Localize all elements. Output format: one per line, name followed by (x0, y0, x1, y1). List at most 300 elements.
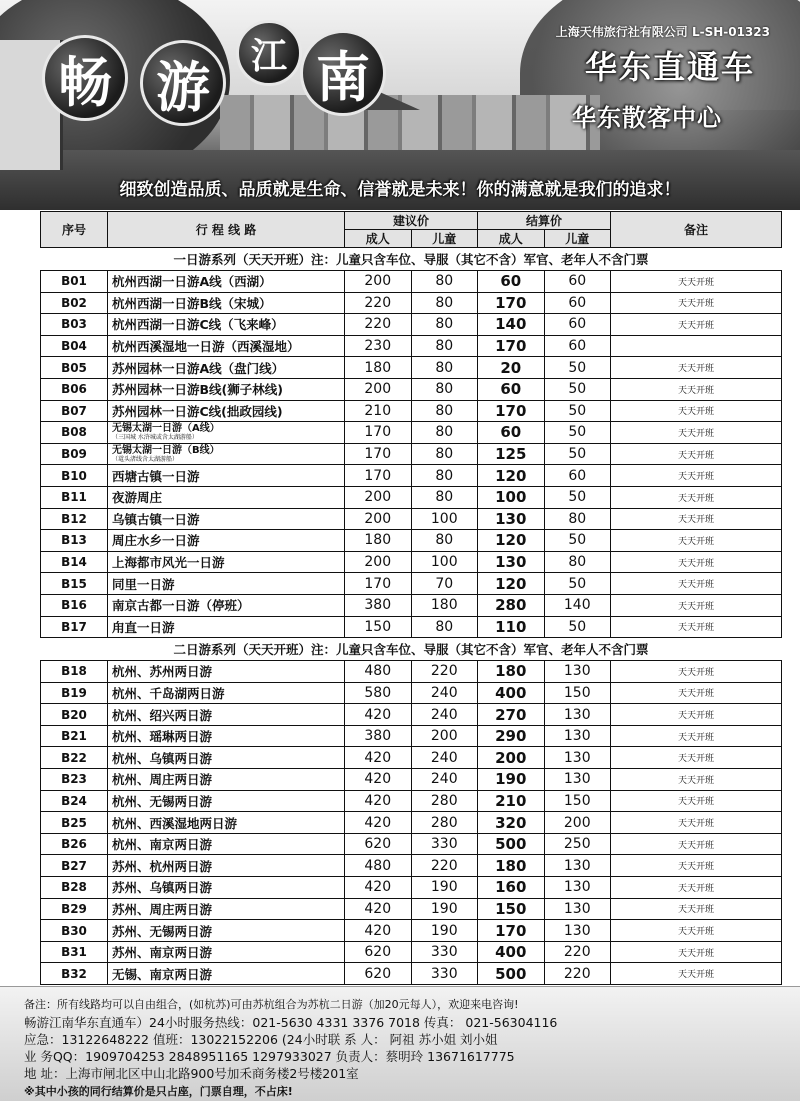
note-cell: 天天开班 (611, 422, 782, 444)
suggested-adult-price: 170 (345, 465, 412, 487)
settlement-child-price: 50 (544, 422, 611, 444)
settlement-child-price: 50 (544, 443, 611, 465)
route-code: B25 (41, 812, 108, 834)
table-row (41, 898, 782, 920)
price-table-container (40, 211, 782, 985)
table-row (41, 616, 782, 638)
settlement-child-price: 50 (544, 357, 611, 379)
settlement-adult-price: 120 (478, 465, 545, 487)
suggested-child-price: 80 (411, 314, 478, 336)
route-name-text: 乌镇古镇一日游 (112, 511, 200, 527)
route-name (108, 594, 345, 616)
table-row (41, 486, 782, 508)
route-name-text: 杭州西湖一日游B线（宋城） (112, 295, 272, 311)
company-name: 上海天伟旅行社有限公司 L-SH-01323 (555, 25, 770, 39)
suggested-adult-price: 420 (345, 747, 412, 769)
route-code: B11 (41, 486, 108, 508)
settlement-child-price: 60 (544, 292, 611, 314)
subtitle: 华东散客中心 (572, 104, 722, 132)
footer-remark: 备注：所有线路均可以自由组合，(如杭苏)可由苏杭组合为苏杭二日游（加20元每人），欢迎来电咨询! (24, 998, 519, 1011)
suggested-child-price: 330 (411, 963, 478, 985)
route-name (108, 682, 345, 704)
settlement-adult-price: 170 (478, 920, 545, 942)
settlement-child-price: 200 (544, 812, 611, 834)
settlement-child-price: 50 (544, 530, 611, 552)
route-code: B30 (41, 920, 108, 942)
settlement-adult-price: 170 (478, 292, 545, 314)
col-route-header: 行 程 线 路 (108, 212, 345, 248)
route-code: B09 (41, 443, 108, 465)
suggested-child-price: 240 (411, 682, 478, 704)
table-row (41, 920, 782, 942)
suggested-child-price: 80 (411, 292, 478, 314)
note-cell (611, 335, 782, 357)
route-code: B27 (41, 855, 108, 877)
settlement-adult-price: 200 (478, 747, 545, 769)
route-code: B24 (41, 790, 108, 812)
table-row (41, 833, 782, 855)
route-name (108, 898, 345, 920)
settlement-child-price: 130 (544, 725, 611, 747)
settlement-adult-price: 130 (478, 551, 545, 573)
settlement-adult-price: 280 (478, 594, 545, 616)
settlement-adult-price: 60 (478, 378, 545, 400)
note-cell: 天天开班 (611, 400, 782, 422)
col-suggested-adult: 成人 (345, 230, 412, 248)
route-name-text: 杭州西湖一日游C线（飞来峰） (112, 317, 284, 333)
table-row (41, 661, 782, 683)
settlement-adult-price: 500 (478, 963, 545, 985)
note-cell: 天天开班 (611, 551, 782, 573)
suggested-adult-price: 620 (345, 963, 412, 985)
suggested-child-price: 330 (411, 941, 478, 963)
route-name-text: 杭州西湖一日游A线（西湖） (112, 274, 272, 290)
route-code: B20 (41, 704, 108, 726)
route-name-text: 上海都市风光一日游 (112, 555, 225, 571)
route-name-text: 苏州、南京两日游 (112, 945, 213, 961)
table-row (41, 877, 782, 899)
table-row (41, 855, 782, 877)
settlement-child-price: 50 (544, 616, 611, 638)
route-name-text: 杭州、绍兴两日游 (112, 707, 213, 723)
suggested-child-price: 200 (411, 725, 478, 747)
table-row (41, 790, 782, 812)
suggested-child-price: 100 (411, 508, 478, 530)
settlement-child-price: 80 (544, 508, 611, 530)
settlement-child-price: 50 (544, 378, 611, 400)
note-cell: 天天开班 (611, 812, 782, 834)
suggested-child-price: 80 (411, 271, 478, 293)
suggested-child-price: 80 (411, 465, 478, 487)
settlement-child-price: 140 (544, 594, 611, 616)
settlement-adult-price: 170 (478, 400, 545, 422)
note-cell: 天天开班 (611, 747, 782, 769)
suggested-child-price: 190 (411, 898, 478, 920)
suggested-child-price: 240 (411, 747, 478, 769)
settlement-child-price: 150 (544, 790, 611, 812)
suggested-adult-price: 420 (345, 790, 412, 812)
col-settlement-adult: 成人 (478, 230, 545, 248)
route-code: B13 (41, 530, 108, 552)
route-code: B05 (41, 357, 108, 379)
price-table-body (41, 248, 782, 985)
settlement-adult-price: 500 (478, 833, 545, 855)
suggested-adult-price: 420 (345, 704, 412, 726)
route-code: B14 (41, 551, 108, 573)
suggested-child-price: 280 (411, 812, 478, 834)
route-name (108, 551, 345, 573)
title-char-4: 南 (300, 30, 386, 116)
footer-qq: 业 务QQ：1909704253 2848951165 1297933027 负责人：蔡明玲 13671617775 (24, 1049, 515, 1064)
settlement-adult-price: 160 (478, 877, 545, 899)
route-name-text: 苏州园林一日游B线(狮子林线) (112, 382, 283, 398)
suggested-child-price: 80 (411, 357, 478, 379)
footer-hotline: 畅游江南华东直通车）24小时服务热线：021-5630 4331 3376 7018 传真： 021-56304116 (24, 1015, 558, 1030)
note-cell: 天天开班 (611, 833, 782, 855)
suggested-adult-price: 180 (345, 357, 412, 379)
suggested-adult-price: 420 (345, 898, 412, 920)
route-name-text: 杭州西溪湿地一日游（西溪湿地） (112, 339, 300, 355)
suggested-adult-price: 150 (345, 616, 412, 638)
route-name (108, 941, 345, 963)
settlement-child-price: 60 (544, 271, 611, 293)
route-name-text: 同里一日游 (112, 576, 175, 592)
route-name (108, 486, 345, 508)
route-name (108, 877, 345, 899)
suggested-child-price: 240 (411, 769, 478, 791)
note-cell: 天天开班 (611, 920, 782, 942)
suggested-adult-price: 620 (345, 833, 412, 855)
route-code: B02 (41, 292, 108, 314)
suggested-adult-price: 620 (345, 941, 412, 963)
col-settlement-child: 儿童 (544, 230, 611, 248)
settlement-adult-price: 320 (478, 812, 545, 834)
suggested-child-price: 80 (411, 530, 478, 552)
settlement-child-price: 130 (544, 877, 611, 899)
table-row (41, 314, 782, 336)
route-name (108, 661, 345, 683)
route-code: B10 (41, 465, 108, 487)
route-name (108, 725, 345, 747)
water-town-houses-image (220, 95, 600, 150)
suggested-adult-price: 170 (345, 443, 412, 465)
suggested-child-price: 100 (411, 551, 478, 573)
route-name-text: 苏州、无锡两日游 (112, 923, 213, 939)
suggested-adult-price: 170 (345, 422, 412, 444)
settlement-adult-price: 180 (478, 855, 545, 877)
suggested-adult-price: 420 (345, 920, 412, 942)
suggested-child-price: 80 (411, 443, 478, 465)
suggested-adult-price: 230 (345, 335, 412, 357)
table-row (41, 682, 782, 704)
settlement-child-price: 50 (544, 573, 611, 595)
route-code: B21 (41, 725, 108, 747)
one-day-section-title: 一日游系列（天天开班）注：儿童只含车位、导服（其它不含）军官、老年人不含门票 (41, 248, 782, 271)
route-name-text: 杭州、无锡两日游 (112, 793, 213, 809)
route-name-text: 苏州园林一日游C线(拙政园线) (112, 403, 283, 419)
col-suggested-child: 儿童 (411, 230, 478, 248)
route-name (108, 292, 345, 314)
table-row (41, 941, 782, 963)
note-cell: 天天开班 (611, 530, 782, 552)
suggested-adult-price: 220 (345, 314, 412, 336)
note-cell: 天天开班 (611, 769, 782, 791)
slogan: 细致创造品质、品质就是生命、信誉就是未来！你的满意就是我们的追求！ (119, 180, 681, 200)
table-row (41, 400, 782, 422)
table-row (41, 271, 782, 293)
settlement-adult-price: 290 (478, 725, 545, 747)
note-cell: 天天开班 (611, 594, 782, 616)
note-cell: 天天开班 (611, 465, 782, 487)
settlement-child-price: 130 (544, 855, 611, 877)
route-code: B22 (41, 747, 108, 769)
table-row (41, 292, 782, 314)
note-cell: 天天开班 (611, 616, 782, 638)
route-name (108, 812, 345, 834)
route-name-text: 苏州、杭州两日游 (112, 858, 213, 874)
route-name-text: 杭州、乌镇两日游 (112, 750, 213, 766)
table-row (41, 704, 782, 726)
route-code: B03 (41, 314, 108, 336)
note-cell: 天天开班 (611, 292, 782, 314)
route-name-text: 周庄水乡一日游 (112, 533, 200, 549)
note-cell: 天天开班 (611, 271, 782, 293)
settlement-adult-price: 125 (478, 443, 545, 465)
suggested-child-price: 80 (411, 486, 478, 508)
settlement-child-price: 220 (544, 963, 611, 985)
note-cell: 天天开班 (611, 661, 782, 683)
route-code: B18 (41, 661, 108, 683)
table-row (41, 812, 782, 834)
settlement-child-price: 60 (544, 314, 611, 336)
suggested-adult-price: 200 (345, 508, 412, 530)
route-name (108, 616, 345, 638)
settlement-child-price: 50 (544, 486, 611, 508)
route-name (108, 335, 345, 357)
settlement-child-price: 150 (544, 682, 611, 704)
route-name (108, 357, 345, 379)
settlement-child-price: 130 (544, 898, 611, 920)
settlement-adult-price: 190 (478, 769, 545, 791)
settlement-adult-price: 140 (478, 314, 545, 336)
settlement-adult-price: 400 (478, 682, 545, 704)
suggested-adult-price: 180 (345, 530, 412, 552)
note-cell: 天天开班 (611, 508, 782, 530)
suggested-child-price: 80 (411, 400, 478, 422)
route-name (108, 400, 345, 422)
table-row (41, 508, 782, 530)
settlement-child-price: 60 (544, 465, 611, 487)
note-cell: 天天开班 (611, 855, 782, 877)
route-name (108, 422, 345, 444)
route-code: B31 (41, 941, 108, 963)
settlement-child-price: 60 (544, 335, 611, 357)
note-cell: 天天开班 (611, 704, 782, 726)
settlement-adult-price: 60 (478, 271, 545, 293)
route-code: B23 (41, 769, 108, 791)
route-name-text: 南京古都一日游（停班） (112, 598, 250, 614)
settlement-adult-price: 150 (478, 898, 545, 920)
settlement-adult-price: 120 (478, 530, 545, 552)
route-sub-text: （三国城 水浒城或含太湖游船） (112, 434, 198, 442)
settlement-adult-price: 170 (478, 335, 545, 357)
note-cell: 天天开班 (611, 877, 782, 899)
route-name-text: 夜游周庄 (112, 490, 163, 506)
note-cell: 天天开班 (611, 486, 782, 508)
suggested-child-price: 180 (411, 594, 478, 616)
route-name (108, 747, 345, 769)
note-cell: 天天开班 (611, 898, 782, 920)
settlement-adult-price: 270 (478, 704, 545, 726)
note-cell: 天天开班 (611, 573, 782, 595)
settlement-child-price: 130 (544, 769, 611, 791)
route-code: B26 (41, 833, 108, 855)
route-code: B08 (41, 422, 108, 444)
route-code: B29 (41, 898, 108, 920)
route-sub-text: （鼋头渚线含太湖游船） (112, 456, 179, 464)
route-name-text: 苏州、周庄两日游 (112, 901, 213, 917)
suggested-adult-price: 380 (345, 594, 412, 616)
note-cell: 天天开班 (611, 314, 782, 336)
suggested-child-price: 80 (411, 335, 478, 357)
suggested-adult-price: 480 (345, 661, 412, 683)
route-name (108, 573, 345, 595)
route-code: B01 (41, 271, 108, 293)
table-row (41, 378, 782, 400)
settlement-adult-price: 110 (478, 616, 545, 638)
route-code: B04 (41, 335, 108, 357)
suggested-adult-price: 580 (345, 682, 412, 704)
settlement-child-price: 130 (544, 747, 611, 769)
route-name (108, 378, 345, 400)
price-table (40, 211, 782, 985)
settlement-adult-price: 120 (478, 573, 545, 595)
two-day-section-title: 二日游系列（天天开班）注：儿童只含车位、导服（其它不含）军官、老年人不含门票 (41, 638, 782, 661)
route-name-text: 西塘古镇一日游 (112, 468, 200, 484)
settlement-adult-price: 180 (478, 661, 545, 683)
suggested-child-price: 80 (411, 422, 478, 444)
one-day-section (41, 248, 782, 271)
note-cell: 天天开班 (611, 682, 782, 704)
route-name (108, 271, 345, 293)
suggested-adult-price: 420 (345, 812, 412, 834)
suggested-child-price: 240 (411, 704, 478, 726)
route-name-text: 杭州、西溪湿地两日游 (112, 815, 238, 831)
route-code: B15 (41, 573, 108, 595)
col-suggested-header: 建议价 (345, 212, 478, 230)
settlement-child-price: 250 (544, 833, 611, 855)
settlement-adult-price: 60 (478, 422, 545, 444)
route-name-text: 无锡、南京两日游 (112, 966, 213, 982)
table-row (41, 594, 782, 616)
table-row (41, 573, 782, 595)
route-name-text: 杭州、苏州两日游 (112, 664, 213, 680)
settlement-adult-price: 20 (478, 357, 545, 379)
note-cell: 天天开班 (611, 790, 782, 812)
suggested-child-price: 330 (411, 833, 478, 855)
note-cell: 天天开班 (611, 443, 782, 465)
route-name-text: 无锡太湖一日游（A线） (112, 423, 220, 435)
note-cell: 天天开班 (611, 963, 782, 985)
table-row (41, 963, 782, 985)
note-cell: 天天开班 (611, 357, 782, 379)
suggested-adult-price: 200 (345, 271, 412, 293)
footer-info (0, 986, 800, 1101)
suggested-adult-price: 480 (345, 855, 412, 877)
suggested-adult-price: 380 (345, 725, 412, 747)
route-name (108, 855, 345, 877)
route-name-text: 杭州、瑶琳两日游 (112, 729, 213, 745)
suggested-child-price: 80 (411, 378, 478, 400)
settlement-child-price: 130 (544, 661, 611, 683)
table-row (41, 443, 782, 465)
settlement-adult-price: 400 (478, 941, 545, 963)
footer-child-note: ※其中小孩的同行结算价是只占座，门票自理，不占床! (24, 1085, 293, 1098)
col-settlement-header: 结算价 (478, 212, 611, 230)
table-row (41, 769, 782, 791)
settlement-child-price: 130 (544, 704, 611, 726)
suggested-child-price: 70 (411, 573, 478, 595)
suggested-child-price: 220 (411, 661, 478, 683)
table-row (41, 422, 782, 444)
suggested-adult-price: 420 (345, 877, 412, 899)
suggested-child-price: 220 (411, 855, 478, 877)
table-row (41, 357, 782, 379)
settlement-adult-price: 210 (478, 790, 545, 812)
route-name (108, 314, 345, 336)
route-name-text: 杭州、南京两日游 (112, 837, 213, 853)
route-name (108, 790, 345, 812)
route-name (108, 508, 345, 530)
suggested-adult-price: 210 (345, 400, 412, 422)
route-name (108, 530, 345, 552)
suggested-adult-price: 200 (345, 486, 412, 508)
title-char-1: 畅 (42, 35, 128, 121)
settlement-child-price: 130 (544, 920, 611, 942)
table-row (41, 465, 782, 487)
route-name (108, 704, 345, 726)
suggested-child-price: 80 (411, 616, 478, 638)
suggested-child-price: 280 (411, 790, 478, 812)
settlement-child-price: 80 (544, 551, 611, 573)
note-cell: 天天开班 (611, 378, 782, 400)
route-name (108, 833, 345, 855)
suggested-adult-price: 200 (345, 551, 412, 573)
route-name (108, 769, 345, 791)
route-name-text: 苏州、乌镇两日游 (112, 880, 213, 896)
route-name-text: 杭州、千岛湖两日游 (112, 685, 225, 701)
suggested-adult-price: 170 (345, 573, 412, 595)
table-row (41, 725, 782, 747)
route-name (108, 443, 345, 465)
title-char-3: 江 (236, 20, 302, 86)
route-code: B12 (41, 508, 108, 530)
route-name-text: 杭州、周庄两日游 (112, 772, 213, 788)
route-code: B16 (41, 594, 108, 616)
route-name-text: 无锡太湖一日游（B线） (112, 445, 220, 457)
table-row (41, 747, 782, 769)
route-code: B28 (41, 877, 108, 899)
route-code: B06 (41, 378, 108, 400)
table-row (41, 551, 782, 573)
route-name (108, 465, 345, 487)
settlement-adult-price: 130 (478, 508, 545, 530)
suggested-adult-price: 200 (345, 378, 412, 400)
table-row (41, 335, 782, 357)
settlement-adult-price: 100 (478, 486, 545, 508)
route-code: B17 (41, 616, 108, 638)
settlement-child-price: 50 (544, 400, 611, 422)
